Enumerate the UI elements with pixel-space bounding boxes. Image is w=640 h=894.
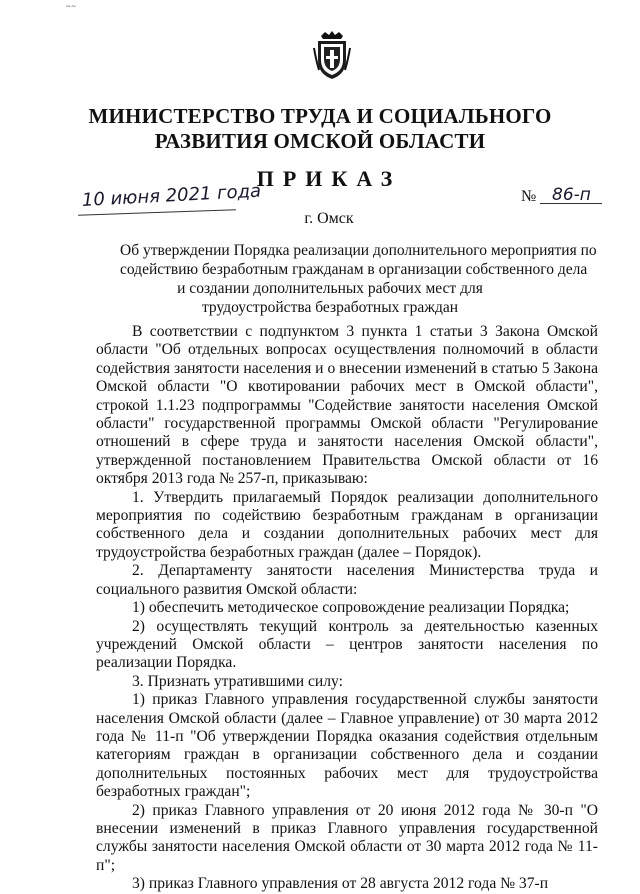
ministry-title-line-1: МИНИСТЕРСТВО ТРУДА И СОЦИАЛЬНОГО xyxy=(88,104,552,128)
number-label: № xyxy=(521,188,537,205)
clause-2-item-2: 2) осуществлять текущий контроль за деятельностью казенных учреждений Омской области – центров занятости населения по реализации Порядка. xyxy=(96,617,598,672)
clause-2-paragraph: 2. Департаменту занятости населения Министерства труда и социального развития Омской области: xyxy=(96,562,598,598)
coat-of-arms-emblem xyxy=(313,30,351,80)
clause-2-item-1: 1) обеспечить методическое сопровождение реализации Порядка; xyxy=(132,599,570,617)
clause-3-item-1: 1) приказ Главного управления государственной службы занятости населения Омской области (далее – Главное управление) от 30 марта 2012 года № 11-п "Об утверждении Порядка оказания содействия отдельным категориям граждан в организации собственного дела и создании дополнительных постоянных рабочих мест для трудоустройства безработных граждан"; xyxy=(96,691,598,801)
order-body xyxy=(96,323,598,894)
ministry-title xyxy=(0,104,640,154)
city-label: г. Омск xyxy=(304,210,354,227)
handwritten-number: 86-п xyxy=(552,185,591,205)
handwritten-date: 10 июня 2021 года xyxy=(81,180,262,211)
document-type-heading: ПРИКАЗ xyxy=(256,166,402,191)
clause-3-item-2: 2) приказ Главного управления от 20 июня 2012 года № 30-п "О внесении изменений в приказ Главного управления государственной службы занятости населения Омской области от 30 марта 2012 года № 11-п"; xyxy=(96,801,598,874)
subject-line-1: Об утверждении Порядка реализации дополнительного мероприятия по xyxy=(120,242,597,259)
preamble-paragraph: В соответствии с подпунктом 3 пункта 1 статьи 3 Закона Омской области "Об отдельных вопросах осуществления полномочий в области содействия занятости населения и о внесении изменений в статью 5 Закона Омской области "О квотировании рабочих мест в Омской области", строкой 1.1.23 подпрограммы "Содействие занятости населения Омской области" государственной программы Омской области "Регулирование отношений в сфере труда и занятости населения Омской области", утвержденной постановлением Правительства Омской области от 16 октября 2013 года № 257-п, приказываю: xyxy=(96,323,598,488)
clause-1-paragraph: 1. Утвердить прилагаемый Порядок реализации дополнительного мероприятия по содействию безработным гражданам в организации собственного дела и создании дополнительных рабочих мест для трудоустройства безработных граждан (далее – Порядок). xyxy=(96,488,598,561)
clause-3-paragraph: 3. Признать утратившими силу: xyxy=(132,672,343,690)
subject-line-3: и создании дополнительных рабочих мест для xyxy=(177,280,483,297)
order-subject xyxy=(120,241,597,317)
subject-line-4: трудоустройства безработных граждан xyxy=(201,299,459,316)
ministry-title-line-2: РАЗВИТИЯ ОМСКОЙ ОБЛАСТИ xyxy=(154,129,486,153)
scan-mark: ~~ xyxy=(66,2,77,11)
number-underline xyxy=(540,203,602,204)
clause-3-item-3: 3) приказ Главного управления от 28 августа 2012 года № 37-п xyxy=(132,875,549,893)
subject-line-2: содействию безработным гражданам в организации собственного дела xyxy=(120,261,588,278)
